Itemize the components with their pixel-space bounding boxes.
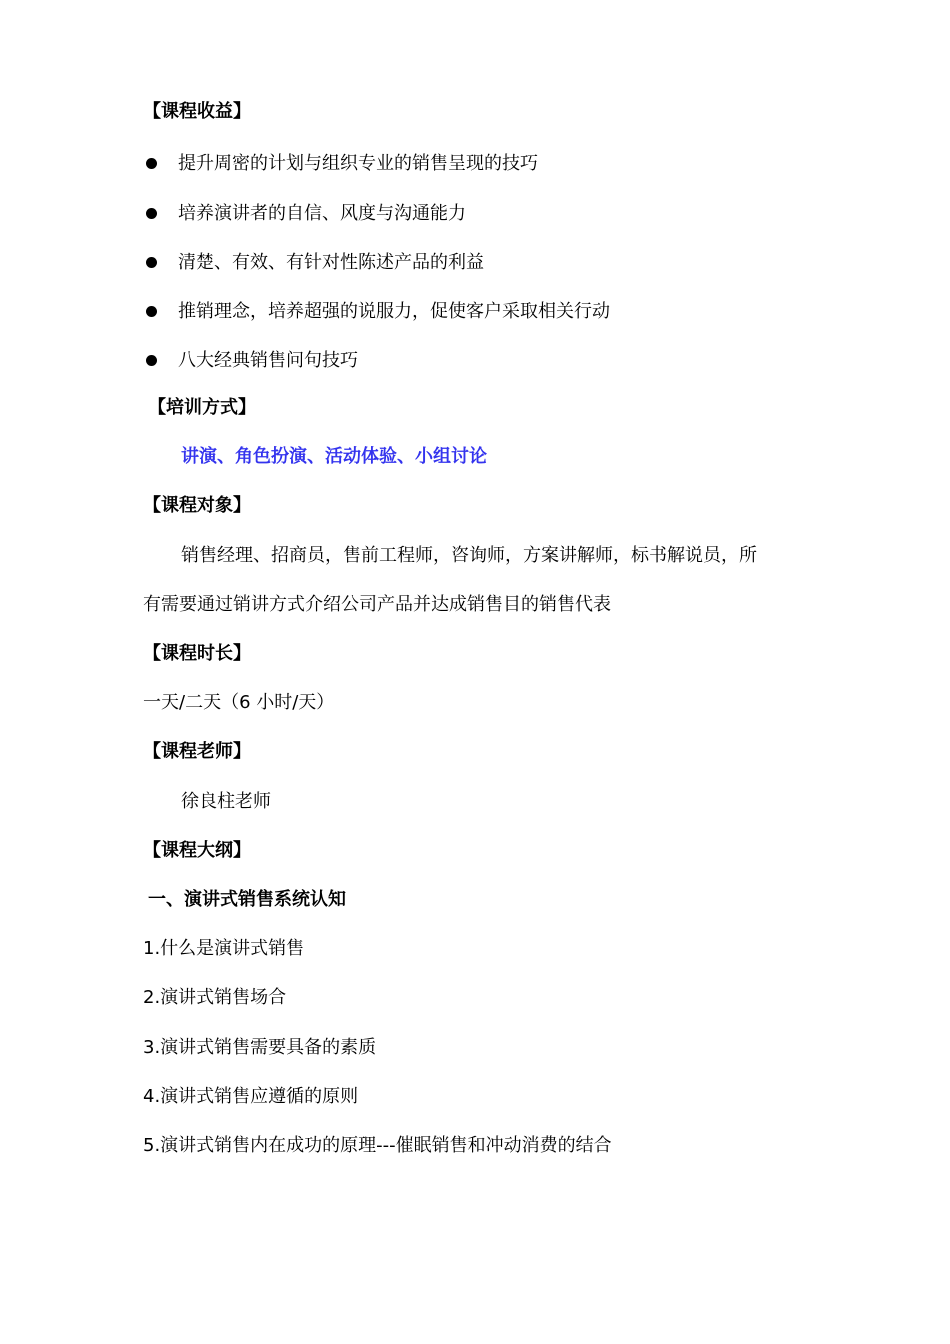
outline-item: 1.什么是演讲式销售 [143, 938, 305, 959]
training-method-heading: 【培训方式】 [148, 397, 256, 418]
audience-line: 销售经理、招商员，售前工程师，咨询师，方案讲解师，标书解说员，所 [181, 545, 757, 566]
duration-text: 一天/二天（6 小时/天） [143, 692, 335, 713]
outline-item: 3.演讲式销售需要具备的素质 [143, 1037, 377, 1058]
duration-heading: 【课程时长】 [143, 643, 251, 664]
benefit-item: 八大经典销售问句技巧 [178, 350, 358, 371]
teacher-heading: 【课程老师】 [143, 741, 251, 762]
bullet-icon [146, 208, 157, 219]
benefit-item: 培养演讲者的自信、风度与沟通能力 [178, 203, 466, 224]
benefits-heading: 【课程收益】 [143, 101, 251, 122]
bullet-icon [146, 355, 157, 366]
teacher-name: 徐良柱老师 [181, 791, 271, 812]
training-method-text: 讲演、角色扮演、活动体验、小组讨论 [181, 446, 487, 467]
bullet-icon [146, 257, 157, 268]
outline-item: 5.演讲式销售内在成功的原理---催眠销售和冲动消费的结合 [143, 1135, 612, 1156]
benefit-item: 推销理念，培养超强的说服力，促使客户采取相关行动 [178, 301, 610, 322]
audience-line: 有需要通过销讲方式介绍公司产品并达成销售目的销售代表 [143, 594, 611, 615]
outline-item: 2.演讲式销售场合 [143, 987, 287, 1008]
audience-heading: 【课程对象】 [143, 495, 251, 516]
benefit-item: 清楚、有效、有针对性陈述产品的利益 [178, 252, 484, 273]
bullet-icon [146, 306, 157, 317]
outline-item: 4.演讲式销售应遵循的原则 [143, 1086, 359, 1107]
bullet-icon [146, 158, 157, 169]
outline-heading: 【课程大纲】 [143, 840, 251, 861]
outline-section-title: 一、演讲式销售系统认知 [148, 889, 346, 910]
benefit-item: 提升周密的计划与组织专业的销售呈现的技巧 [178, 153, 538, 174]
